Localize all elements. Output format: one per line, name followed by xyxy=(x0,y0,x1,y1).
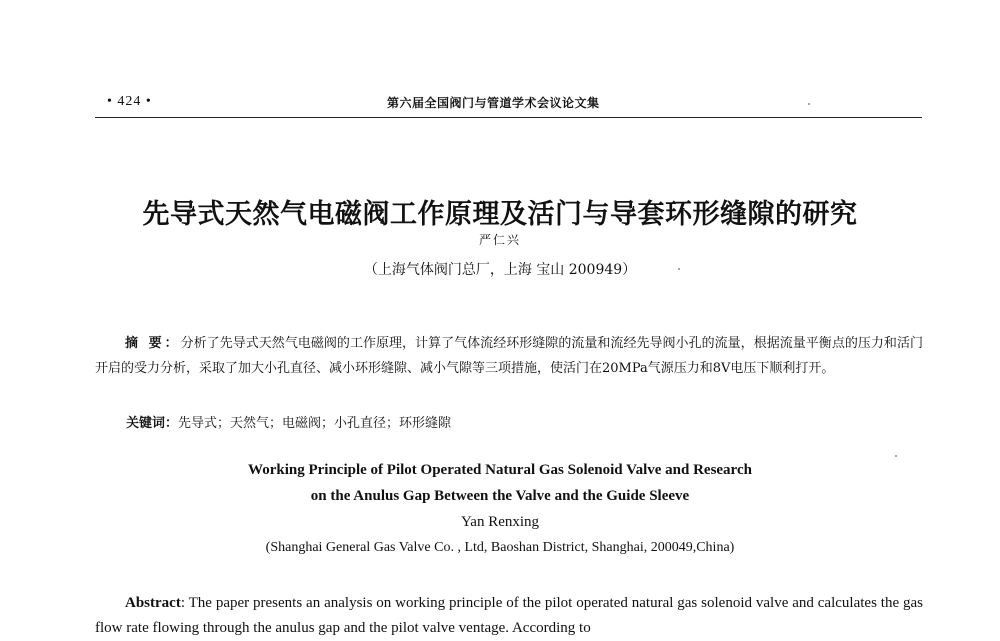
english-title-line-2: on the Anulus Gap Between the Valve and the Guide Sleeve xyxy=(310,488,690,504)
chinese-abstract xyxy=(95,331,923,381)
chinese-keywords-label: 关键词： xyxy=(126,416,179,431)
english-author: Yan Renxing xyxy=(460,514,540,530)
chinese-abstract-label: 摘 要： xyxy=(125,336,181,351)
header-rule xyxy=(95,117,922,118)
chinese-keywords-text: 先导式；天然气；电磁阀；小孔直径；环形缝隙 xyxy=(178,416,452,431)
english-abstract-sep: : xyxy=(180,595,189,611)
english-abstract xyxy=(95,591,923,641)
english-title-line-1: Working Principle of Pilot Operated Natural Gas Solenoid Valve and Research xyxy=(248,462,752,478)
scan-speck xyxy=(808,103,810,105)
chinese-abstract-indent xyxy=(95,336,125,351)
page-header xyxy=(95,90,922,114)
english-abstract-label: Abstract xyxy=(125,595,181,611)
chinese-abstract-text: 分析了先导式天然气电磁阀的工作原理，计算了气体流经环形缝隙的流量和流经先导阀小孔的流量，根据流量平衡点的压力和活门开启的受力分析，采取了加大小孔直径、减小环形缝隙、减小气隙等三项措施，使活门在20MPa气源压力和8V电压下顺利打开。 xyxy=(95,336,923,376)
chinese-affiliation: （上海气体阀门总厂，上海 宝山 200949） xyxy=(363,262,637,278)
chinese-author: 严仁兴 xyxy=(478,233,521,247)
scan-speck xyxy=(895,455,897,457)
english-affiliation: (Shanghai General Gas Valve Co. , Ltd, Baoshan District, Shanghai, 200049,China) xyxy=(265,540,735,555)
english-abstract-text: The paper presents an analysis on working principle of the pilot operated natural gas solenoid valve and calculates the gas flow rate flowing through the anulus gap and the pilot valve ventage. According to xyxy=(95,595,923,636)
page-number: • 424 • xyxy=(107,94,152,109)
running-head: 第六届全国阀门与管道学术会议论文集 xyxy=(387,96,600,110)
chinese-keywords xyxy=(126,412,451,431)
chinese-title: 先导式天然气电磁阀工作原理及活门与导套环形缝隙的研究 xyxy=(142,199,858,230)
english-abstract-indent xyxy=(95,595,125,611)
